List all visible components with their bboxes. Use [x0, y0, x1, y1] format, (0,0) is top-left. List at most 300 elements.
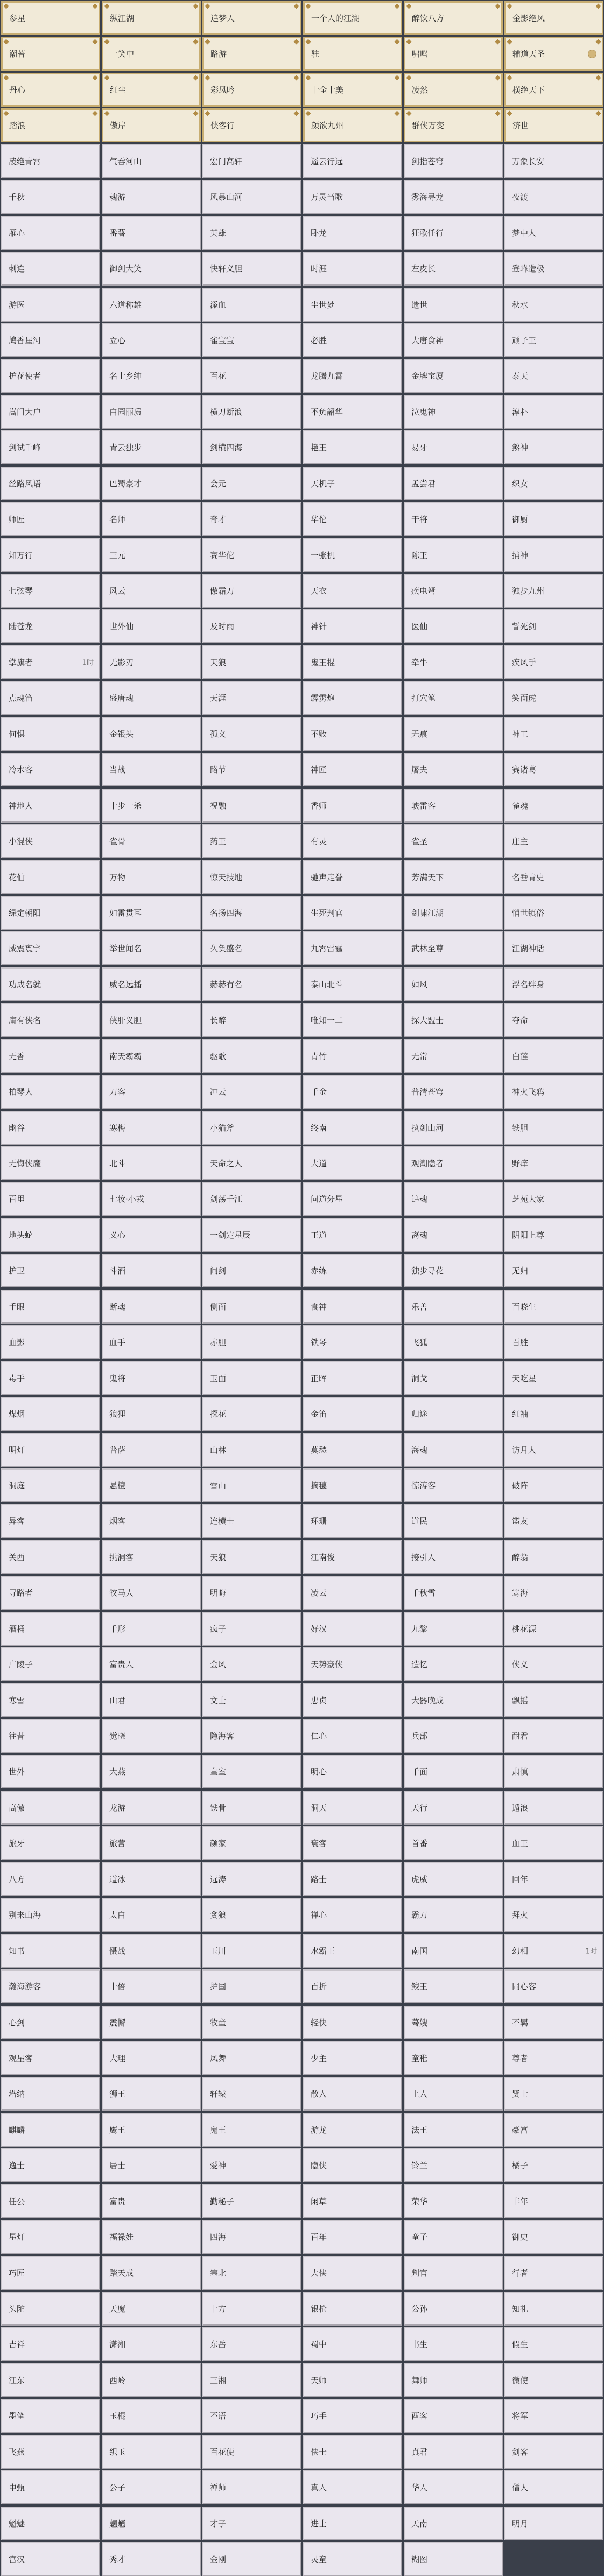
title-cell[interactable]: [404, 2220, 503, 2254]
title-cell[interactable]: [102, 2292, 201, 2326]
title-cell[interactable]: [102, 1361, 201, 1395]
title-cell[interactable]: [504, 2006, 603, 2039]
title-cell[interactable]: [404, 1146, 503, 1180]
title-cell[interactable]: [404, 1218, 503, 1252]
title-cell[interactable]: [404, 1576, 503, 1610]
title-cell[interactable]: [102, 1111, 201, 1145]
title-cell[interactable]: [102, 2077, 201, 2111]
title-cell[interactable]: [404, 252, 503, 286]
title-cell[interactable]: [504, 1361, 603, 1395]
title-cell[interactable]: [504, 1647, 603, 1681]
title-cell[interactable]: [404, 645, 503, 679]
title-cell[interactable]: [404, 1075, 503, 1109]
title-cell[interactable]: [1, 896, 100, 930]
title-cell[interactable]: [102, 1397, 201, 1431]
title-cell[interactable]: [404, 2435, 503, 2469]
title-cell[interactable]: [1, 1898, 100, 1932]
title-cell[interactable]: [504, 430, 603, 464]
title-cell[interactable]: [303, 1075, 402, 1109]
title-cell[interactable]: [102, 2327, 201, 2361]
title-cell[interactable]: [504, 967, 603, 1001]
title-cell[interactable]: [303, 1719, 402, 1753]
title-cell[interactable]: [303, 2542, 402, 2576]
title-cell[interactable]: [404, 2327, 503, 2361]
title-cell[interactable]: [504, 502, 603, 536]
title-cell[interactable]: [404, 2113, 503, 2147]
title-cell[interactable]: [102, 1647, 201, 1681]
title-cell[interactable]: [303, 288, 402, 322]
title-cell[interactable]: [202, 467, 301, 500]
title-cell[interactable]: [303, 216, 402, 250]
title-cell[interactable]: [504, 931, 603, 965]
title-cell[interactable]: [1, 1969, 100, 2003]
title-cell[interactable]: [102, 288, 201, 322]
title-cell[interactable]: [1, 824, 100, 858]
title-cell[interactable]: [504, 645, 603, 679]
title-cell[interactable]: [202, 1540, 301, 1574]
title-cell[interactable]: [504, 1755, 603, 1788]
title-cell[interactable]: [102, 2148, 201, 2182]
title-cell[interactable]: [102, 2113, 201, 2147]
title-cell[interactable]: [102, 323, 201, 357]
title-cell[interactable]: [404, 1826, 503, 1860]
title-cell[interactable]: [1, 144, 100, 178]
title-cell[interactable]: [202, 288, 301, 322]
title-cell[interactable]: [102, 896, 201, 930]
title-cell[interactable]: [202, 2220, 301, 2254]
title-cell[interactable]: [303, 1039, 402, 1073]
title-cell[interactable]: [1, 180, 100, 214]
title-cell[interactable]: [504, 2327, 603, 2361]
title-cell[interactable]: [504, 1826, 603, 1860]
title-cell[interactable]: [1, 467, 100, 500]
title-cell[interactable]: [1, 1, 100, 35]
title-cell[interactable]: [102, 967, 201, 1001]
title-cell[interactable]: [202, 2256, 301, 2290]
title-cell[interactable]: [1, 502, 100, 536]
title-cell[interactable]: [102, 430, 201, 464]
title-cell[interactable]: [102, 1826, 201, 1860]
title-cell[interactable]: [1, 1540, 100, 1574]
title-cell[interactable]: [202, 1826, 301, 1860]
title-cell[interactable]: [102, 931, 201, 965]
title-cell[interactable]: [504, 144, 603, 178]
title-cell[interactable]: [504, 1791, 603, 1825]
title-cell[interactable]: [504, 288, 603, 322]
title-cell[interactable]: [303, 645, 402, 679]
title-cell[interactable]: [1, 1576, 100, 1610]
title-cell[interactable]: [504, 323, 603, 357]
title-cell[interactable]: [202, 1075, 301, 1109]
title-cell[interactable]: [202, 323, 301, 357]
title-cell[interactable]: [504, 1504, 603, 1538]
title-cell[interactable]: [303, 717, 402, 751]
title-cell[interactable]: [202, 1290, 301, 1324]
title-cell[interactable]: [202, 753, 301, 786]
title-cell[interactable]: [504, 2256, 603, 2290]
title-cell[interactable]: [404, 1719, 503, 1753]
title-cell[interactable]: [1, 681, 100, 715]
title-cell[interactable]: [404, 931, 503, 965]
title-cell[interactable]: [404, 1683, 503, 1717]
title-cell[interactable]: [303, 323, 402, 357]
title-cell[interactable]: [303, 1540, 402, 1574]
title-cell[interactable]: [1, 574, 100, 608]
title-cell[interactable]: [504, 180, 603, 214]
title-cell[interactable]: [303, 1683, 402, 1717]
title-cell[interactable]: [404, 180, 503, 214]
title-cell[interactable]: [504, 2470, 603, 2504]
title-cell[interactable]: [303, 1934, 402, 1968]
title-cell[interactable]: [202, 1934, 301, 1968]
title-cell[interactable]: [303, 1862, 402, 1896]
title-cell[interactable]: [102, 1254, 201, 1287]
title-cell[interactable]: [202, 1862, 301, 1896]
title-cell[interactable]: [202, 1576, 301, 1610]
title-cell[interactable]: [504, 753, 603, 786]
title-cell[interactable]: [404, 2041, 503, 2075]
title-cell[interactable]: [404, 2006, 503, 2039]
title-cell[interactable]: [202, 860, 301, 894]
title-cell[interactable]: [202, 2113, 301, 2147]
title-cell[interactable]: [404, 1934, 503, 1968]
title-cell[interactable]: [404, 1791, 503, 1825]
title-cell[interactable]: [1, 1504, 100, 1538]
title-cell[interactable]: [404, 2184, 503, 2218]
title-cell[interactable]: [102, 2220, 201, 2254]
title-cell[interactable]: [102, 1862, 201, 1896]
title-cell[interactable]: [303, 467, 402, 500]
title-cell[interactable]: [404, 681, 503, 715]
title-cell[interactable]: [102, 2041, 201, 2075]
title-cell[interactable]: [202, 2435, 301, 2469]
title-cell[interactable]: [404, 323, 503, 357]
title-cell[interactable]: [404, 467, 503, 500]
title-cell[interactable]: [504, 1, 603, 35]
title-cell[interactable]: [1, 609, 100, 643]
title-cell[interactable]: [102, 1325, 201, 1359]
title-cell[interactable]: [202, 1325, 301, 1359]
title-cell[interactable]: [303, 1504, 402, 1538]
title-cell[interactable]: [202, 2184, 301, 2218]
title-cell[interactable]: [303, 1290, 402, 1324]
title-cell[interactable]: [202, 717, 301, 751]
title-cell[interactable]: [102, 1612, 201, 1646]
title-cell[interactable]: [504, 681, 603, 715]
title-cell[interactable]: [1, 1683, 100, 1717]
title-cell[interactable]: [202, 1111, 301, 1145]
title-cell[interactable]: [102, 359, 201, 393]
title-cell[interactable]: [404, 2077, 503, 2111]
title-cell[interactable]: [202, 2363, 301, 2397]
title-cell[interactable]: [202, 1504, 301, 1538]
title-cell[interactable]: [202, 2327, 301, 2361]
title-cell[interactable]: [202, 1719, 301, 1753]
title-cell[interactable]: [202, 2470, 301, 2504]
title-cell[interactable]: [102, 180, 201, 214]
title-cell[interactable]: [404, 2399, 503, 2433]
title-cell[interactable]: [504, 2435, 603, 2469]
title-cell[interactable]: [404, 1898, 503, 1932]
title-cell[interactable]: [404, 2256, 503, 2290]
title-cell[interactable]: [1, 1182, 100, 1216]
title-cell[interactable]: [404, 1254, 503, 1287]
title-cell[interactable]: [404, 2470, 503, 2504]
title-cell[interactable]: [1, 395, 100, 429]
title-cell[interactable]: [202, 2041, 301, 2075]
title-cell[interactable]: [202, 180, 301, 214]
title-cell[interactable]: [404, 967, 503, 1001]
title-cell[interactable]: [1, 1826, 100, 1860]
title-cell[interactable]: [303, 144, 402, 178]
title-cell[interactable]: [102, 1433, 201, 1467]
title-cell[interactable]: [303, 2507, 402, 2540]
title-cell[interactable]: [202, 2077, 301, 2111]
title-cell[interactable]: [1, 967, 100, 1001]
title-cell[interactable]: [303, 2148, 402, 2182]
title-cell[interactable]: [404, 288, 503, 322]
title-cell[interactable]: [303, 1003, 402, 1037]
title-cell[interactable]: [202, 681, 301, 715]
title-cell[interactable]: [1, 288, 100, 322]
title-cell[interactable]: [202, 359, 301, 393]
title-cell[interactable]: [202, 789, 301, 823]
title-cell[interactable]: [303, 609, 402, 643]
title-cell[interactable]: [1, 2363, 100, 2397]
title-cell[interactable]: [504, 860, 603, 894]
title-cell[interactable]: [1, 2435, 100, 2469]
title-cell[interactable]: [1, 252, 100, 286]
title-cell[interactable]: [404, 860, 503, 894]
title-cell[interactable]: [102, 1755, 201, 1788]
title-cell[interactable]: [202, 1039, 301, 1073]
title-cell[interactable]: [404, 73, 503, 107]
title-cell[interactable]: [202, 896, 301, 930]
title-cell[interactable]: [504, 467, 603, 500]
title-cell[interactable]: [303, 108, 402, 142]
title-cell[interactable]: [1, 1003, 100, 1037]
title-cell[interactable]: [1, 1075, 100, 1109]
title-cell[interactable]: [102, 1075, 201, 1109]
title-cell[interactable]: [404, 2542, 503, 2576]
title-cell[interactable]: [303, 2292, 402, 2326]
title-cell[interactable]: [102, 538, 201, 572]
title-cell[interactable]: [102, 252, 201, 286]
title-cell[interactable]: [202, 1791, 301, 1825]
title-cell[interactable]: [102, 1182, 201, 1216]
title-cell[interactable]: [1, 108, 100, 142]
title-cell[interactable]: [1, 1146, 100, 1180]
title-cell[interactable]: [303, 2113, 402, 2147]
title-cell[interactable]: [202, 2507, 301, 2540]
title-cell[interactable]: [303, 2470, 402, 2504]
title-cell[interactable]: [102, 502, 201, 536]
title-cell[interactable]: [404, 108, 503, 142]
title-cell[interactable]: [404, 789, 503, 823]
title-cell[interactable]: [303, 73, 402, 107]
title-cell[interactable]: [202, 502, 301, 536]
title-cell[interactable]: [202, 1683, 301, 1717]
title-cell[interactable]: [303, 180, 402, 214]
title-cell[interactable]: [102, 73, 201, 107]
title-cell[interactable]: [504, 1612, 603, 1646]
title-cell[interactable]: [102, 681, 201, 715]
title-cell[interactable]: [504, 1576, 603, 1610]
title-cell[interactable]: [102, 1290, 201, 1324]
title-cell[interactable]: [202, 1433, 301, 1467]
title-cell[interactable]: [504, 1397, 603, 1431]
title-cell[interactable]: [504, 1111, 603, 1145]
title-cell[interactable]: [1, 1647, 100, 1681]
title-cell[interactable]: [303, 681, 402, 715]
title-cell[interactable]: [102, 1504, 201, 1538]
title-cell[interactable]: [303, 896, 402, 930]
title-cell[interactable]: [404, 2148, 503, 2182]
title-cell[interactable]: [202, 144, 301, 178]
title-cell[interactable]: [102, 1003, 201, 1037]
title-cell[interactable]: [303, 37, 402, 71]
title-cell[interactable]: [202, 2148, 301, 2182]
title-cell[interactable]: [504, 1325, 603, 1359]
title-cell[interactable]: [303, 359, 402, 393]
title-cell[interactable]: [504, 2077, 603, 2111]
title-cell[interactable]: [303, 789, 402, 823]
title-cell[interactable]: [1, 2327, 100, 2361]
title-cell[interactable]: [1, 2470, 100, 2504]
title-cell[interactable]: [1, 2184, 100, 2218]
title-cell[interactable]: [202, 1254, 301, 1287]
title-cell[interactable]: [102, 1468, 201, 1502]
title-cell[interactable]: [504, 1003, 603, 1037]
title-cell[interactable]: [404, 1504, 503, 1538]
title-cell[interactable]: [1, 2148, 100, 2182]
title-cell[interactable]: [102, 717, 201, 751]
title-cell[interactable]: [303, 1361, 402, 1395]
title-cell[interactable]: [1, 1218, 100, 1252]
title-cell[interactable]: [404, 1433, 503, 1467]
title-cell[interactable]: [1, 1325, 100, 1359]
title-cell[interactable]: [1, 323, 100, 357]
title-cell[interactable]: [404, 395, 503, 429]
title-cell[interactable]: [102, 1969, 201, 2003]
title-cell[interactable]: [303, 1325, 402, 1359]
title-cell[interactable]: [404, 538, 503, 572]
title-cell[interactable]: [404, 2507, 503, 2540]
title-cell[interactable]: [404, 430, 503, 464]
title-cell[interactable]: [404, 1325, 503, 1359]
title-cell[interactable]: [404, 1361, 503, 1395]
title-cell[interactable]: [202, 824, 301, 858]
title-cell[interactable]: [404, 1540, 503, 1574]
title-cell[interactable]: [202, 1969, 301, 2003]
title-cell[interactable]: [303, 1612, 402, 1646]
title-cell[interactable]: [303, 2006, 402, 2039]
title-cell[interactable]: [102, 1576, 201, 1610]
title-cell[interactable]: [404, 717, 503, 751]
title-cell[interactable]: [303, 1576, 402, 1610]
title-cell[interactable]: [404, 37, 503, 71]
title-cell[interactable]: [1, 2006, 100, 2039]
title-cell[interactable]: [102, 144, 201, 178]
title-cell[interactable]: [202, 2542, 301, 2576]
title-cell[interactable]: [504, 252, 603, 286]
title-cell[interactable]: [1, 538, 100, 572]
title-cell[interactable]: [202, 574, 301, 608]
title-cell[interactable]: [404, 359, 503, 393]
title-cell[interactable]: [303, 931, 402, 965]
title-cell[interactable]: [404, 1755, 503, 1788]
title-cell[interactable]: [303, 1898, 402, 1932]
title-cell[interactable]: [504, 1075, 603, 1109]
title-cell[interactable]: [303, 824, 402, 858]
title-cell[interactable]: [504, 1290, 603, 1324]
title-cell[interactable]: [504, 1146, 603, 1180]
title-cell[interactable]: [202, 967, 301, 1001]
title-cell[interactable]: [102, 1791, 201, 1825]
title-cell[interactable]: [202, 645, 301, 679]
title-cell[interactable]: [102, 108, 201, 142]
title-cell[interactable]: [1, 1791, 100, 1825]
title-cell[interactable]: [404, 1969, 503, 2003]
title-cell[interactable]: [1, 2292, 100, 2326]
title-cell[interactable]: [102, 574, 201, 608]
title-cell[interactable]: [102, 645, 201, 679]
title-cell[interactable]: [404, 1468, 503, 1502]
title-cell[interactable]: [504, 2399, 603, 2433]
title-cell[interactable]: [504, 2113, 603, 2147]
title-cell[interactable]: [404, 1290, 503, 1324]
title-cell[interactable]: [303, 2363, 402, 2397]
title-cell[interactable]: [504, 1969, 603, 2003]
title-cell[interactable]: [1, 1755, 100, 1788]
title-cell[interactable]: [404, 1003, 503, 1037]
title-cell[interactable]: [1, 1361, 100, 1395]
title-cell[interactable]: [102, 2363, 201, 2397]
title-cell[interactable]: [1, 1433, 100, 1467]
title-cell[interactable]: [102, 1039, 201, 1073]
title-cell[interactable]: [303, 395, 402, 429]
title-cell[interactable]: [504, 574, 603, 608]
title-cell[interactable]: [102, 467, 201, 500]
title-cell[interactable]: [202, 1612, 301, 1646]
title-cell[interactable]: [1, 2077, 100, 2111]
title-cell[interactable]: [1, 216, 100, 250]
title-cell[interactable]: [504, 1683, 603, 1717]
title-cell[interactable]: [1, 789, 100, 823]
title-cell[interactable]: [404, 1612, 503, 1646]
title-cell[interactable]: [1, 1397, 100, 1431]
title-cell[interactable]: [202, 108, 301, 142]
title-cell[interactable]: [1, 753, 100, 786]
title-cell[interactable]: [303, 1, 402, 35]
title-cell[interactable]: [303, 2256, 402, 2290]
title-cell[interactable]: [504, 2184, 603, 2218]
title-cell[interactable]: [504, 2148, 603, 2182]
title-cell[interactable]: [303, 252, 402, 286]
title-cell[interactable]: [1, 717, 100, 751]
title-cell[interactable]: [404, 1111, 503, 1145]
title-cell[interactable]: [504, 1182, 603, 1216]
title-cell[interactable]: [504, 1039, 603, 1073]
title-cell[interactable]: [202, 1, 301, 35]
title-cell[interactable]: [1, 1254, 100, 1287]
title-cell[interactable]: [1, 2399, 100, 2433]
title-cell[interactable]: [504, 73, 603, 107]
title-cell[interactable]: [102, 824, 201, 858]
title-cell[interactable]: [1, 931, 100, 965]
title-cell[interactable]: [303, 2220, 402, 2254]
title-cell[interactable]: [102, 395, 201, 429]
